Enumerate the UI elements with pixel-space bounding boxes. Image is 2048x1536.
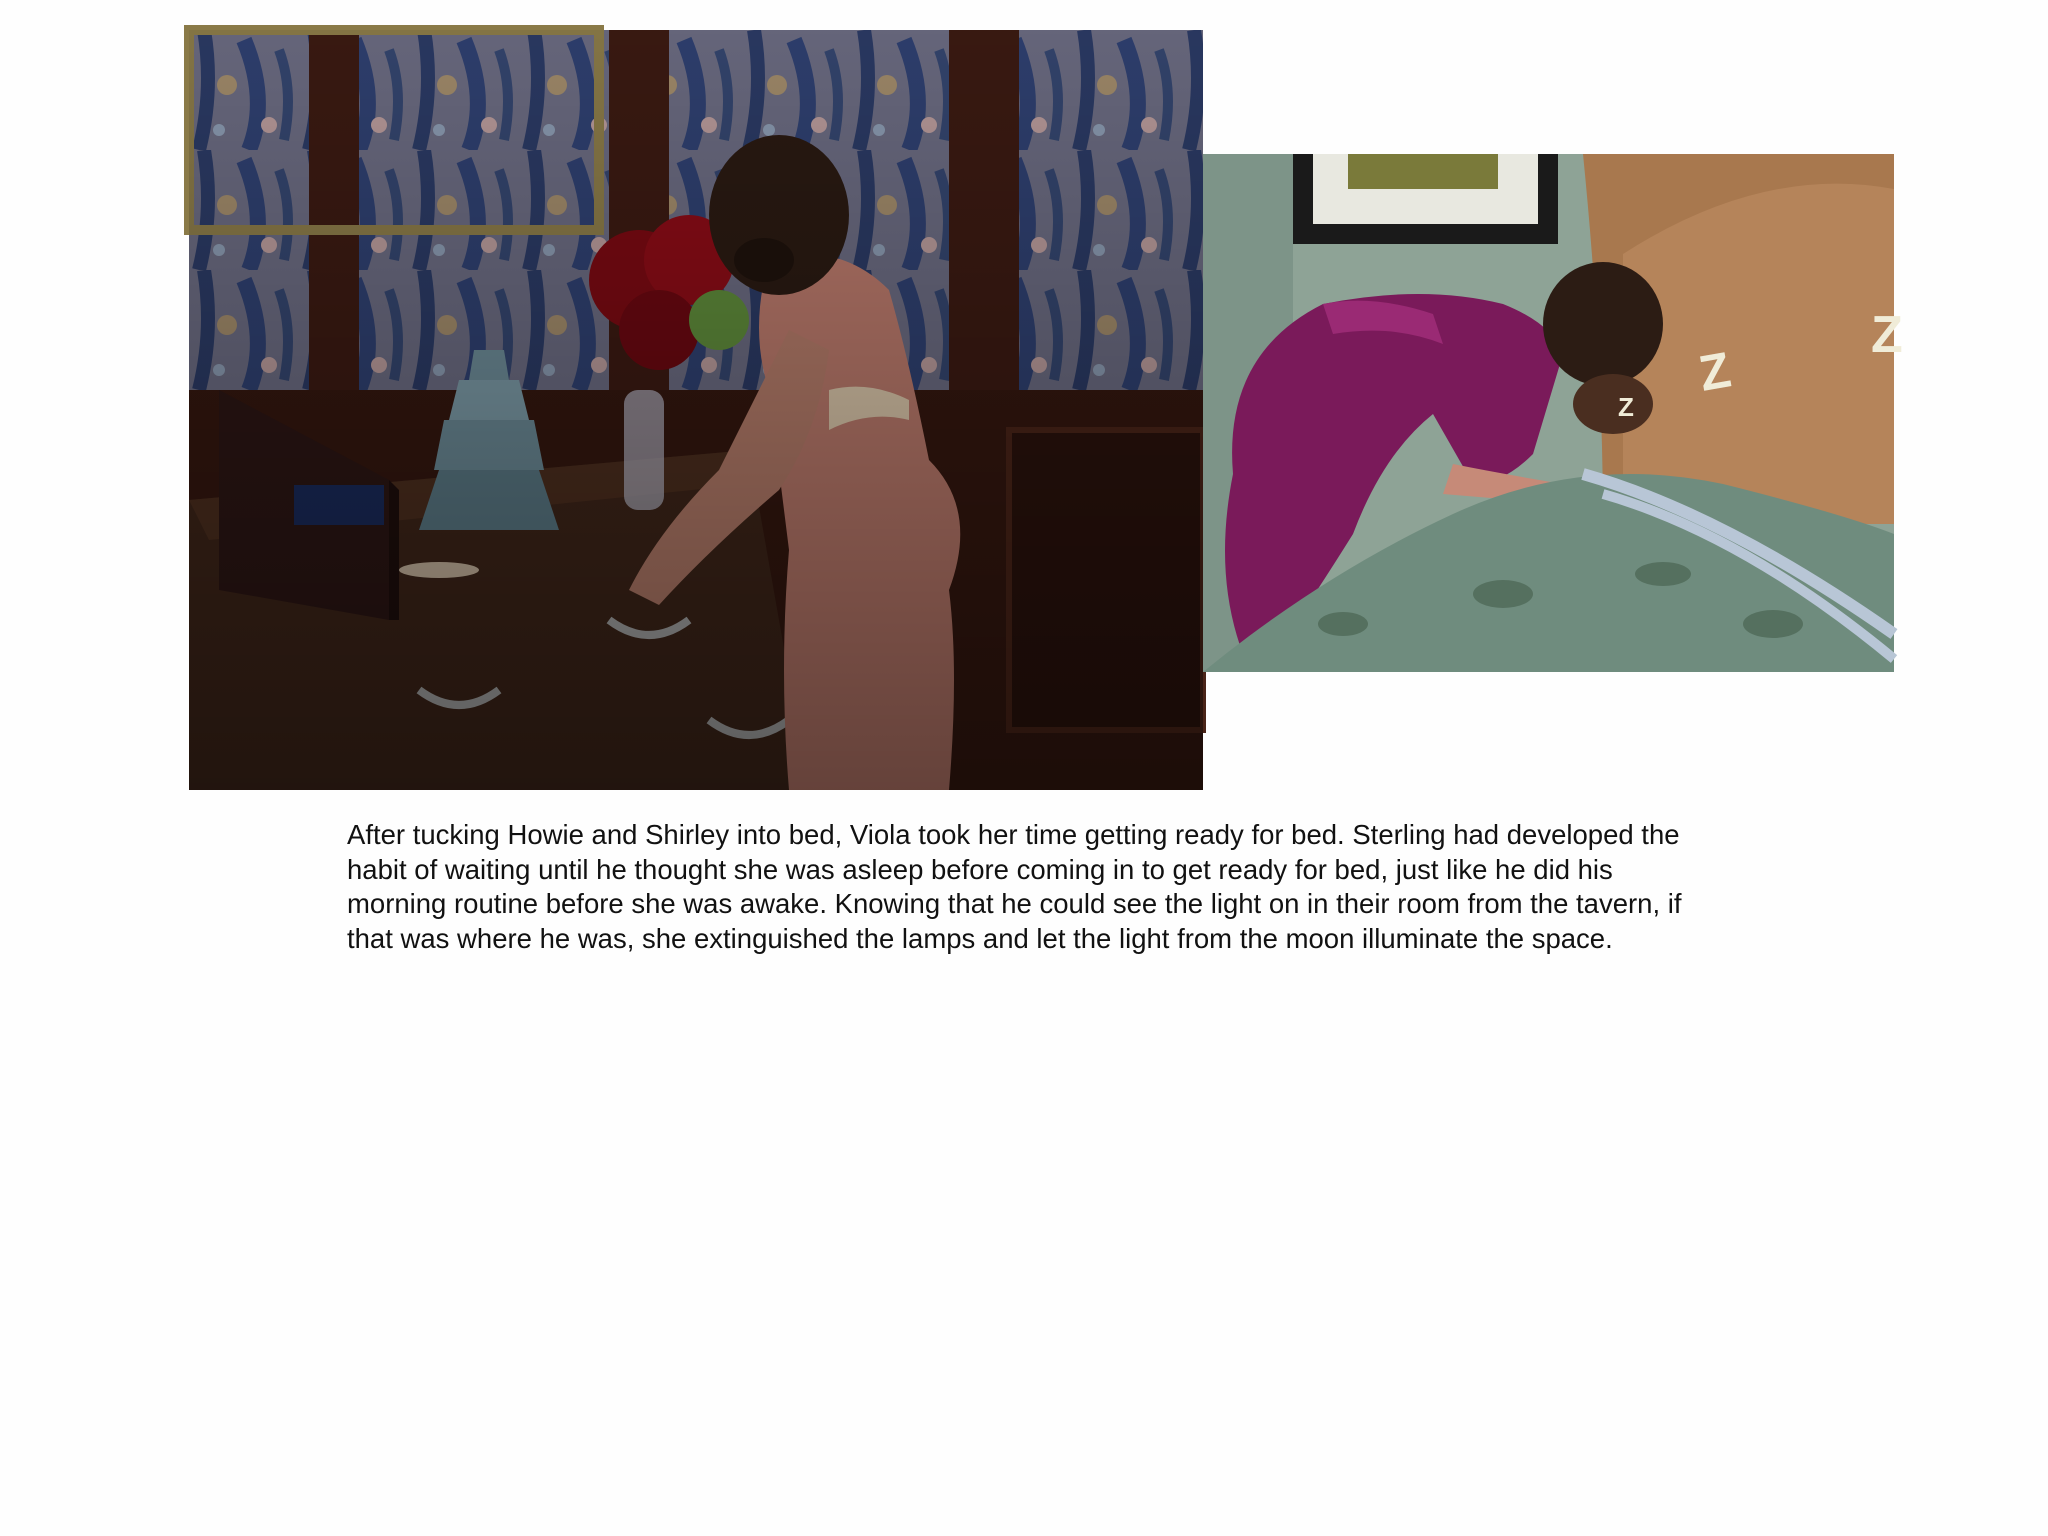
sleep-z-large: Z bbox=[1871, 306, 1903, 364]
bedside-scene-image bbox=[1203, 154, 1903, 672]
story-caption: After tucking Howie and Shirley into bed, Viola took her time getting ready for bed. Sterling had developed the habit of waiting until he thought she was asleep before coming in to get ready for bed, just like he did his morning routine before she was awake. Knowing that he could see the light on in their room from the tavern, if that was where he was, she extinguished the lamps and let the light from the moon illuminate the space. bbox=[347, 819, 1682, 954]
dresser-scene-image bbox=[189, 30, 1203, 790]
sleep-z-medium: Z bbox=[1694, 341, 1735, 402]
sleep-z-small: Z bbox=[1618, 392, 1634, 422]
